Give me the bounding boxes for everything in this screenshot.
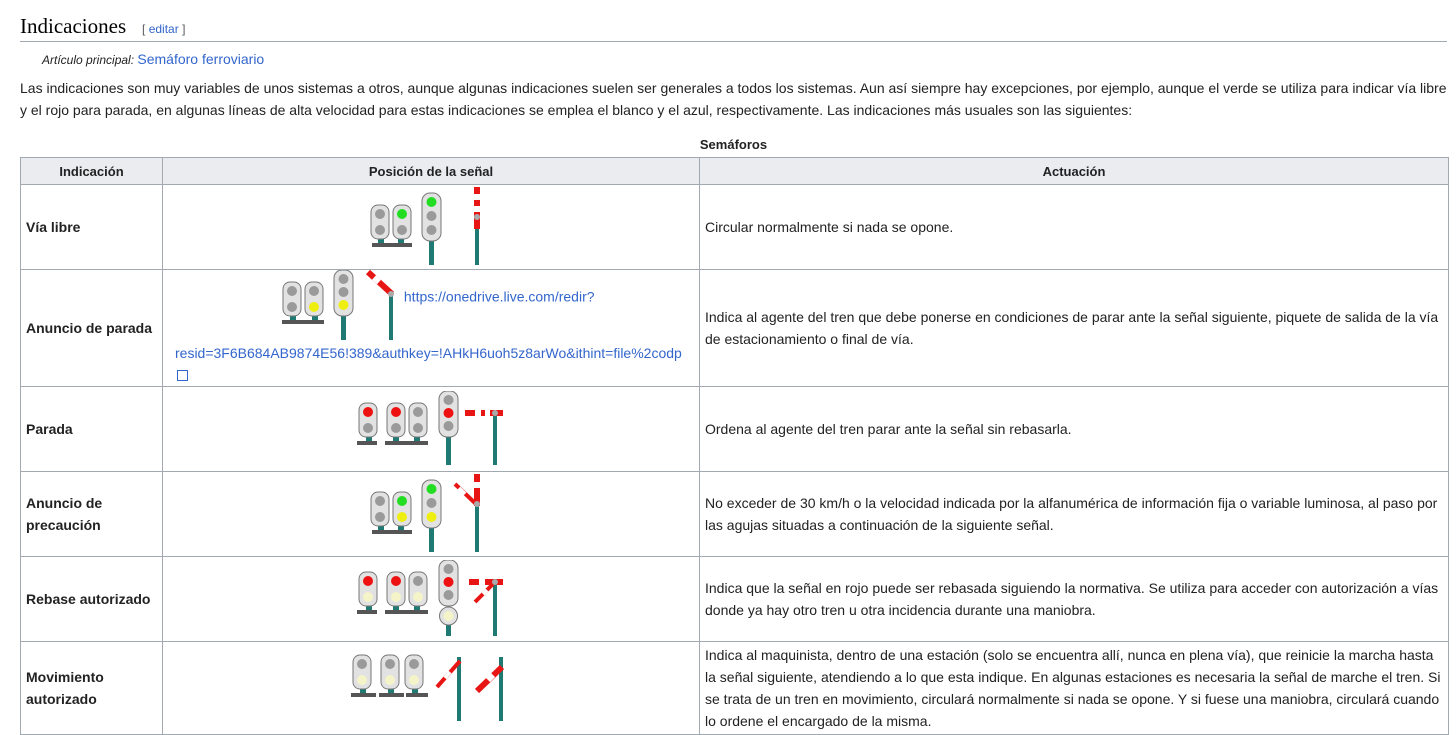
indicacion-cell: Vía libre	[21, 185, 163, 270]
actuacion-cell: Indica que la señal en rojo puede ser rebasada siguiendo la normativa. Se utiliza para acceder con autorización a vías donde ya hay otro tren u otra incidencia durante una maniobra.	[700, 557, 1449, 642]
table-row	[21, 557, 1449, 642]
table-row	[21, 642, 1449, 735]
table-caption: Semáforos	[699, 137, 768, 152]
header-posicion: Posición de la señal	[163, 158, 700, 185]
signal-image-cell	[163, 642, 700, 735]
signal-image-cell	[163, 270, 700, 387]
indicacion-cell: Anuncio de precaución	[21, 472, 163, 557]
external-link-icon	[177, 370, 188, 381]
indicacion-cell: Parada	[21, 387, 163, 472]
table-row	[21, 472, 1449, 557]
actuacion-cell: Indica al agente del tren que debe ponerse en condiciones de parar ante la señal siguiente, piquete de salida de la vía de estacionamiento o final de vía.	[700, 270, 1449, 387]
edit-link[interactable]: editar	[148, 22, 179, 36]
parada-signal-icon	[355, 391, 507, 467]
via-libre-signal-icon	[366, 187, 496, 267]
signal-image-cell	[163, 557, 700, 642]
actuacion-cell: Circular normalmente si nada se opone.	[700, 185, 1449, 270]
table-row	[21, 387, 1449, 472]
external-link-line1[interactable]: https://onedrive.live.com/redir?	[403, 288, 595, 305]
intro-paragraph: Las indicaciones son muy variables de unos sistemas a otros, aunque algunas indicaciones suelen ser generales a todos los sistemas. Aun así siempre hay excepciones, por ejemplo, aunque el verde se utiliza para indicar vía libre y el rojo para parada, en algunas líneas de alta velocidad para estas indicaciones se emplea el blanco y el azul, respectivamente. Las indicaciones más usuales son las siguientes:	[20, 80, 1447, 118]
table-row	[21, 270, 1449, 387]
signals-table	[20, 157, 1449, 735]
main-article-link[interactable]: Semáforo ferroviario	[137, 51, 265, 67]
indicacion-cell: Movimiento autorizado	[21, 642, 163, 735]
edit-section: [ editar ]	[142, 22, 186, 36]
signal-image-cell	[163, 185, 700, 270]
actuacion-cell: No exceder de 30 km/h o la velocidad indicada por la alfanumérica de información fija o variable luminosa, al paso por las agujas situadas a continuación de la siguiente señal.	[700, 472, 1449, 557]
hatnote-prefix: Artículo principal:	[42, 53, 135, 67]
header-indicacion: Indicación	[21, 158, 163, 185]
hatnote	[42, 51, 264, 67]
indicacion-cell: Anuncio de parada	[21, 270, 163, 387]
external-link-line2[interactable]: resid=3F6B684AB9874E56!389&authkey=!AHkH6uoh5z8arWo&ithint=file%2codp	[175, 345, 682, 361]
actuacion-cell: Indica al maquinista, dentro de una estación (solo se encuentra allí, nunca en plena vía), que reinicie la marcha hasta la señal siguiente, atendiendo a lo que esta indique. En algunas estaciones es necesaria la señal de marche el tren. Si se trata de un tren en movimiento, circulará normalmente si nada se opone. Y si fuese una maniobra, circulará cuando lo ordene el encargado de la misma.	[700, 642, 1449, 735]
section-heading	[20, 14, 1447, 42]
indicacion-cell: Rebase autorizado	[21, 557, 163, 642]
table-header-row	[21, 158, 1449, 185]
anuncio-precaucion-signal-icon	[366, 474, 496, 554]
signal-image-cell	[163, 472, 700, 557]
anuncio-parada-signal-icon	[278, 270, 400, 342]
header-actuacion: Actuación	[700, 158, 1449, 185]
rebase-autorizado-signal-icon	[355, 560, 507, 638]
actuacion-cell: Ordena al agente del tren parar ante la señal sin rebasarla.	[700, 387, 1449, 472]
movimiento-autorizado-signal-icon	[349, 653, 513, 723]
table-row	[21, 185, 1449, 270]
signal-image-cell	[163, 387, 700, 472]
section-title: Indicaciones	[20, 14, 127, 38]
